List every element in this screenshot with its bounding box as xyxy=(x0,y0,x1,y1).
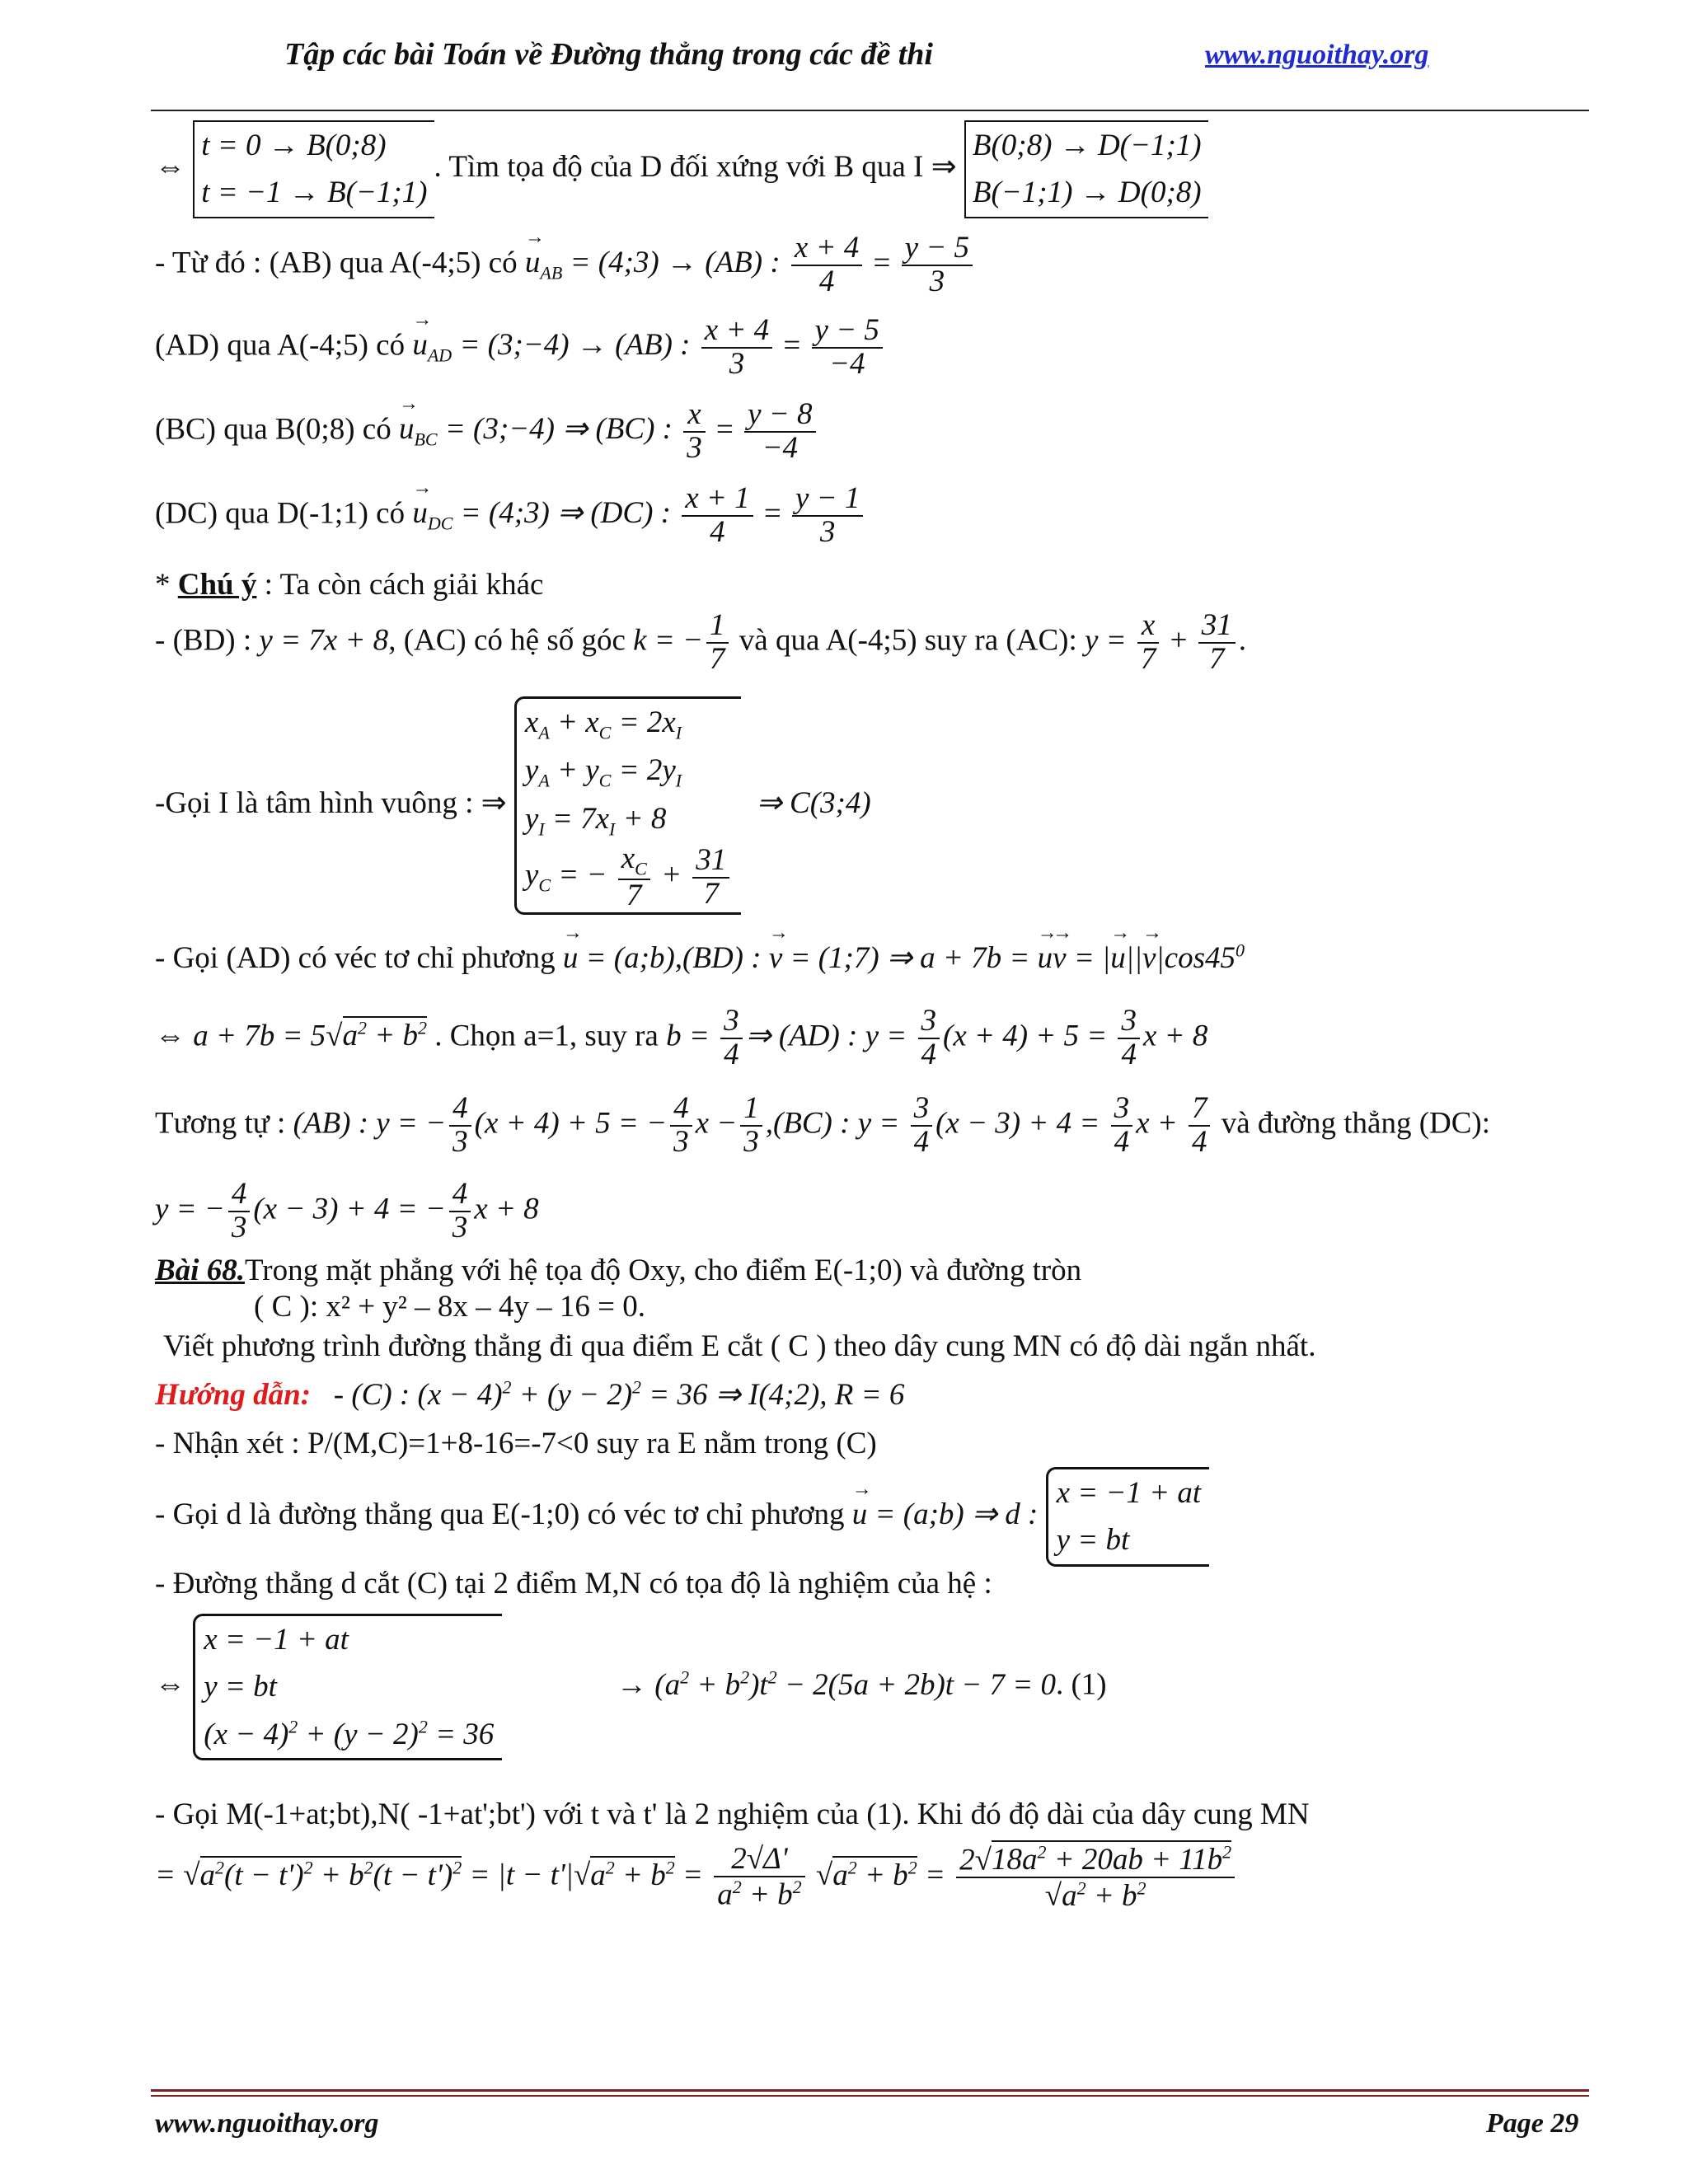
line1-text: . Tìm tọa độ của D đối xứng với B qua I ⇒ xyxy=(434,149,957,184)
remark-line: - Nhận xét : P/(M,C)=1+8-16=-7<0 suy ra E nằm trong (C) xyxy=(155,1427,877,1460)
tuong-tu-end: và đường thẳng (DC): xyxy=(1221,1106,1491,1141)
line-ad: (AD) qua A(-4;5) có → $u_{AD}$ = (3;−4) → (AB) : $\frac{x + 4}{3}$ = $\frac{y - 5}{-4}$ xyxy=(155,315,886,381)
note-star: * xyxy=(155,568,178,602)
line-chon: ⇔ $a + 7b = 5√a^2 + b^2$ . Chọn a=1, suy ra b = $\frac{3}{4}$ ⇒ (AD) : y = $\frac{3}{4}$ (x + 4) + 5 = $\frac{3}{4}$ x + 8 xyxy=(155,1004,1208,1071)
footer-divider-top xyxy=(151,2089,1589,2092)
problem-label: Bài 68. xyxy=(155,1254,245,1287)
line-dc: (DC) qua D(-1;1) có → $u_{DC}$ = (4;3) ⇒ (DC) : $\frac{x + 1}{4}$ = $\frac{y - 1}{3}$ xyxy=(155,483,866,549)
footer-divider-bottom xyxy=(151,2095,1589,2097)
mn-line: - Gọi M(-1+at;bt),N( -1+at';bt') với t và t' là 2 nghiệm của (1). Khi đó độ dài của dây cung MN xyxy=(155,1797,1310,1831)
line-dc-equation: y = − $\frac{4}{3}$ (x − 3) + 4 = − $\frac{4}{3}$ x + 8 xyxy=(155,1177,539,1244)
note-label: Chú ý xyxy=(177,568,257,602)
problem-task: Viết phương trình đường thẳng đi qua điểm E cắt ( C ) theo dây cung MN có độ dài ngắn nhất. xyxy=(163,1329,1316,1363)
tuong-tu-text: Tương tự : xyxy=(155,1106,286,1141)
problem-text: Trong mặt phẳng với hệ tọa độ Oxy, cho điểm E(-1;0) và đường tròn xyxy=(244,1254,1082,1287)
header-title: Tập các bài Toán về Đường thẳng trong các đề thi xyxy=(284,37,933,72)
solution-label: Hướng dẫn: xyxy=(155,1378,312,1412)
problem-circle: ( C ): x² + y² – 8x – 4y – 16 = 0. xyxy=(254,1290,646,1324)
page-number: Page 29 xyxy=(1486,2108,1579,2139)
note-text: : Ta còn cách giải khác xyxy=(256,568,544,602)
line-ab: - Từ đó : (AB) qua A(-4;5) có → $u_{AB}$ = (4;3) → (AB) : $\frac{x + 4}{4}$ = $\frac{y - 5}{3}$ xyxy=(155,232,976,298)
line-b-cases: ⇔ t = 0 → B(0;8) t = −1 → B(−1;1) . Tìm tọa độ của D đối xứng với B qua I ⇒ B(0;8) → D(−1;1) B(−1;1) → D(0;8) xyxy=(155,120,1208,218)
line-tuong-tu: Tương tự : (AB) : y = − $\frac{4}{3}$ (x + 4) + 5 = − $\frac{4}{3}$ x − $\frac{1}{3}$ ,(BC) : y = $\frac{3}{4}$ (x − 3) + 4 = $\frac{3}{4}$ x + $\frac{7}{4}$ và đường thẳng (DC): xyxy=(155,1091,1491,1159)
intersect-line: - Đường thẳng d cắt (C) tại 2 điểm M,N có tọa độ là nghiệm của hệ : xyxy=(155,1567,992,1601)
bc-text: (BC) qua B(0;8) có xyxy=(155,412,392,447)
center-text: -Gọi I là tâm hình vuông : ⇒ xyxy=(155,785,507,820)
bd-text: - (BD) : xyxy=(155,623,252,658)
header-divider xyxy=(151,110,1589,111)
line-mn-length: = $√a^2(t - t')^2 + b^2(t - t')^2 = |t - t'|√a^2 + b^2$ = $\frac{2√\Delta'}{a^2 + b^2}$ $√a^2 + b^2$ = $\frac{2√18a^2 + 20ab + 11b^2}{√a^2 + b^2}$ xyxy=(155,1843,1238,1912)
ad-vector-text: - Gọi (AD) có véc tơ chỉ phương xyxy=(155,941,556,975)
line-d-def: - Gọi d là đường thẳng qua E(-1;0) có véc tơ chỉ phương → u = (a;b) ⇒ d : x = −1 + at y = bt xyxy=(155,1467,1209,1567)
d-def-text: - Gọi d là đường thẳng qua E(-1;0) có véc tơ chỉ phương xyxy=(155,1497,845,1531)
bd-mid: , (AC) có hệ số góc xyxy=(388,623,626,658)
header-link[interactable]: www.nguoithay.org xyxy=(1205,40,1429,70)
dc-text: (DC) qua D(-1;1) có xyxy=(155,496,406,531)
line-bd: - (BD) : y = 7x + 8, (AC) có hệ số góc k = − $\frac{1}{7}$ và qua A(-4;5) suy ra (AC): y = $\frac{x}{7}$ + $\frac{31}{7}$ . xyxy=(155,608,1247,676)
line-ad-vector: - Gọi (AD) có véc tơ chỉ phương → u = (a;b),(BD) : → v = (1;7) ⇒ a + 7b = → u→ v = |→ $u||\to v|\cos 45^0$ xyxy=(155,940,1245,976)
note-line xyxy=(155,567,543,602)
bd-mid2: và qua A(-4;5) suy ra (AC): xyxy=(738,623,1077,658)
line-system-1: ⇔ x = −1 + at y = bt $(x - 4)^2 + (y - 2)^2 = 36$ → $(a^2 + b^2)t^2 - 2(5a + 2b)t - 7 = 0$. (1) xyxy=(155,1614,1107,1760)
chon-text: . Chọn a=1, suy ra xyxy=(434,1019,659,1053)
problem-68-title xyxy=(155,1253,1081,1288)
solution-line: Hướng dẫn: - (C) : $(x - 4)^2 + (y - 2)^2 = 36$ ⇒ I(4;2), R = 6 xyxy=(155,1376,905,1412)
line-center-system: -Gọi I là tâm hình vuông : ⇒ $x_A + x_C = 2x_I$ $y_A + y_C = 2y_I$ $y_I = 7x_I + 8$ $y_C$ = − $\frac{x_C}{7}$ + $\frac{31}{7}$ ⇒ C(3;4) xyxy=(155,696,871,915)
ad-text: (AD) qua A(-4;5) có xyxy=(155,328,406,363)
footer-link[interactable]: www.nguoithay.org xyxy=(155,2108,379,2139)
ab-text: - Từ đó : (AB) qua A(-4;5) có xyxy=(155,246,518,280)
line-bc: (BC) qua B(0;8) có → $u_{BC}$ = (3;−4) ⇒ (BC) : $\frac{x}{3}$ = $\frac{y - 8}{-4}$ xyxy=(155,399,819,465)
